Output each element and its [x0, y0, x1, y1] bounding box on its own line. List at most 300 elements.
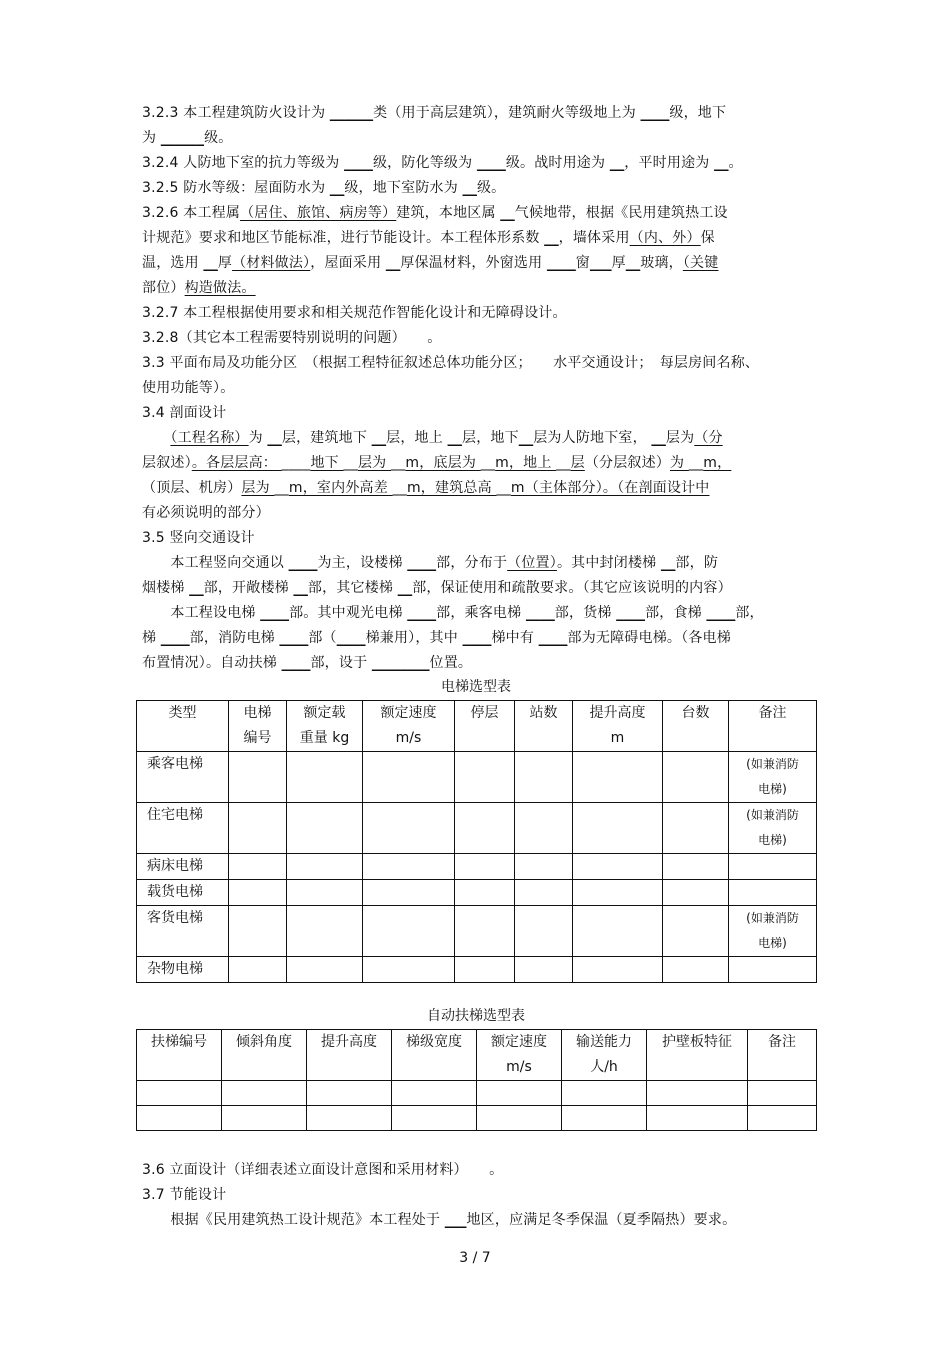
- escalator-header-cell: [477, 1030, 562, 1081]
- fill-in-blank: （工程名称）: [170, 430, 249, 446]
- text-segment: __: [496, 480, 511, 496]
- heading-3-5: [142, 526, 806, 551]
- empty-cell: [663, 880, 729, 906]
- text-segment: 梯: [142, 630, 161, 646]
- empty-cell: [663, 752, 729, 803]
- empty-cell: [229, 803, 287, 854]
- fill-in-blank: __: [189, 580, 204, 596]
- table-row: [137, 803, 817, 854]
- fill-in-blank: ___: [444, 1212, 467, 1228]
- fill-in-blank: ______: [160, 130, 205, 146]
- text-segment: ，墙体采用: [558, 230, 630, 246]
- empty-cell: [229, 957, 287, 983]
- text-segment: __: [480, 455, 496, 471]
- empty-cell: [748, 1081, 817, 1106]
- text-segment: 层，建筑地下: [281, 430, 372, 446]
- empty-cell: [455, 906, 515, 957]
- escalator-table-caption: 自动扶梯选型表: [427, 1008, 525, 1024]
- cell-text: 住宅电梯: [147, 807, 203, 823]
- text-segment: [142, 430, 170, 446]
- empty-cell: [229, 880, 287, 906]
- escalator-header-row: [137, 1030, 817, 1081]
- empty-cell: [455, 854, 515, 880]
- table-row: [137, 906, 817, 957]
- empty-cell: [515, 803, 573, 854]
- cell-text: m: [610, 730, 625, 746]
- text-segment: 部，开敞楼梯: [203, 580, 294, 596]
- text-segment: ，平时用途为: [624, 155, 715, 171]
- para-3-2-6-line1: [142, 201, 806, 226]
- fill-in-blank: __: [371, 430, 387, 446]
- empty-cell: [455, 957, 515, 983]
- para-3-5-line5: [142, 651, 806, 676]
- fill-in-blank: ____: [525, 605, 555, 621]
- para-3-2-5: [142, 176, 806, 201]
- empty-cell: [647, 1081, 748, 1106]
- heading-3-4: [142, 401, 806, 426]
- cell-text: 载货电梯: [147, 884, 203, 900]
- cell-text: (如兼消防: [746, 911, 799, 925]
- empty-cell: [477, 1081, 562, 1106]
- text-segment: 窗: [575, 255, 590, 271]
- empty-cell: [573, 752, 663, 803]
- escalator-table: [136, 1029, 817, 1131]
- text-segment: 位置。: [429, 655, 473, 671]
- text-segment: __: [391, 455, 406, 471]
- fill-in-blank: ____: [281, 655, 311, 671]
- elevator-header-cell: [287, 701, 363, 752]
- para-3-2-6-line2: [142, 226, 806, 251]
- text-segment: 梯兼用），其中: [365, 630, 463, 646]
- fill-in-blank: ________: [371, 655, 430, 671]
- elevator-header-cell: [729, 701, 817, 752]
- para-3-6: [142, 1158, 806, 1183]
- fill-in-blank: ____: [640, 105, 670, 121]
- fill-in-blank: __: [267, 430, 282, 446]
- fill-in-blank: 为: [670, 455, 689, 471]
- table-row: [137, 957, 817, 983]
- fill-in-blank: ____: [546, 255, 576, 271]
- fill-in-blank: 地下: [310, 455, 344, 471]
- text-segment: __: [343, 455, 358, 471]
- fill-in-blank: __: [651, 430, 666, 446]
- text-segment: 部为无障碍电梯。（各电梯: [567, 630, 731, 646]
- text-segment: 部，消防电梯: [189, 630, 280, 646]
- empty-cell: [573, 957, 663, 983]
- table-row: [137, 880, 817, 906]
- escalator-header-cell: [647, 1030, 748, 1081]
- cell-text: 额定速度: [491, 1034, 547, 1050]
- cell-text: 电梯): [758, 782, 787, 796]
- text-segment: 部，保证使用和疏散要求。（其它应该说明的内容）: [412, 580, 732, 596]
- text-segment: 计规范》要求和地区节能标准，进行节能设计。本工程体形系数: [142, 230, 545, 246]
- cell-text: 额定速度: [380, 705, 437, 721]
- para-3-2-7: [142, 301, 806, 326]
- fill-in-blank: ____: [538, 630, 568, 646]
- cell-text: 站数: [529, 705, 558, 721]
- fill-in-blank: （材料做法）: [232, 255, 311, 271]
- fill-in-blank: 层: [570, 455, 585, 471]
- fill-in-blank: __: [385, 255, 401, 271]
- fill-in-blank: （内、外）: [629, 230, 701, 246]
- text-segment: 本工程竖向交通以: [142, 555, 289, 571]
- fill-in-blank: m，底层为: [405, 455, 481, 471]
- cell-text: 输送能力: [576, 1034, 632, 1050]
- text-segment: 厚保温材料，外窗选用: [400, 255, 547, 271]
- empty-cell: [663, 906, 729, 957]
- empty-cell: [287, 957, 363, 983]
- escalator-header-cell: [392, 1030, 477, 1081]
- cell-text: 护壁板特征: [662, 1034, 732, 1050]
- escalator-header-cell: [222, 1030, 307, 1081]
- fill-in-blank: 构造做法。: [184, 280, 256, 296]
- fill-in-blank: ____: [260, 605, 290, 621]
- fill-in-blank: ____: [616, 605, 646, 621]
- fill-in-blank: 层为: [357, 455, 392, 471]
- text-segment: 气候地带，根据《民用建筑热工设: [514, 205, 728, 221]
- elevator-header-cell: [455, 701, 515, 752]
- elevator-header-cell: [573, 701, 663, 752]
- table-row: [137, 854, 817, 880]
- cell-text: 梯级宽度: [406, 1034, 462, 1050]
- cell-text: (如兼消防: [746, 808, 799, 822]
- text-segment: 。其中封闭楼梯: [556, 555, 662, 571]
- text-segment: 部，食梯: [645, 605, 707, 621]
- para-3-4-line3: [142, 476, 806, 501]
- empty-cell: [663, 803, 729, 854]
- empty-cell: [222, 1106, 307, 1131]
- empty-cell: [287, 803, 363, 854]
- text-segment: 层为人防地下室，: [533, 430, 652, 446]
- empty-cell: [392, 1081, 477, 1106]
- text-segment: 级，地下: [669, 105, 727, 121]
- para-3-2-4: [142, 151, 806, 176]
- text-segment: 3.3 平面布局及功能分区 （根据工程特征叙述总体功能分区； 水平交通设计； 每层房间名称、: [142, 355, 760, 371]
- note-cell: [729, 854, 817, 880]
- text-segment: 层叙述）: [142, 455, 192, 471]
- escalator-header-cell: [562, 1030, 647, 1081]
- cell-text: 提升高度: [589, 705, 646, 721]
- text-segment: ____: [281, 455, 311, 471]
- empty-cell: [573, 854, 663, 880]
- para-3-5-line4: [142, 626, 806, 651]
- empty-cell: [647, 1106, 748, 1131]
- empty-cell: [363, 957, 455, 983]
- table-row: [137, 1081, 817, 1106]
- text-segment: 3.2.5 防水等级：屋面防水为: [142, 180, 330, 196]
- fill-in-blank: __: [518, 430, 534, 446]
- text-segment: 为: [248, 430, 268, 446]
- text-segment: 。: [728, 155, 743, 171]
- text-segment: ，屋面采用: [310, 255, 386, 271]
- elevator-type-cell: [137, 752, 229, 803]
- note-cell: [729, 803, 817, 854]
- text-segment: 建筑，本地区属: [396, 205, 501, 221]
- fill-in-blank: m，地上: [495, 455, 557, 471]
- fill-in-blank: 。各层层高：: [191, 455, 282, 471]
- empty-cell: [307, 1081, 392, 1106]
- fill-in-blank: 层为: [241, 480, 275, 496]
- empty-cell: [363, 854, 455, 880]
- cell-text: 编号: [243, 730, 272, 746]
- para-3-2-3-line1: [142, 101, 806, 126]
- text-segment: 使用功能等）。: [142, 380, 235, 396]
- empty-cell: [748, 1106, 817, 1131]
- empty-cell: [515, 854, 573, 880]
- para-3-3-line1: [142, 351, 806, 376]
- text-segment: 部，分布于: [436, 555, 508, 571]
- empty-cell: [562, 1081, 647, 1106]
- para-3-2-6-line4: [142, 276, 806, 301]
- elevator-type-cell: [137, 854, 229, 880]
- para-3-4-line1: [142, 426, 806, 451]
- text-segment: 厚: [611, 255, 626, 271]
- text-segment: 部位）: [142, 280, 185, 296]
- fill-in-blank: __: [329, 180, 345, 196]
- fill-in-blank: （关键: [682, 255, 719, 271]
- empty-cell: [573, 880, 663, 906]
- fill-in-blank: __: [625, 255, 641, 271]
- cell-text: 病床电梯: [147, 858, 203, 874]
- elevator-type-cell: [137, 803, 229, 854]
- text-segment: __: [274, 480, 289, 496]
- empty-cell: [392, 1106, 477, 1131]
- text-segment: 本工程设电梯: [142, 605, 261, 621]
- elevator-header-row: [137, 701, 817, 752]
- empty-cell: [229, 752, 287, 803]
- fill-in-blank: m（主体部分）。（在剖面设计中: [510, 480, 710, 496]
- elevator-header-cell: [515, 701, 573, 752]
- fill-in-blank: ____: [407, 605, 437, 621]
- note-cell: [729, 752, 817, 803]
- cell-text: m/s: [506, 1059, 532, 1075]
- fill-in-blank: __: [661, 555, 676, 571]
- cell-text: 人/h: [590, 1059, 618, 1075]
- cell-text: 提升高度: [321, 1034, 377, 1050]
- para-3-4-line4: [142, 501, 806, 526]
- elevator-table: [136, 700, 817, 983]
- text-segment: 层为: [665, 430, 695, 446]
- cell-text: m/s: [395, 730, 422, 746]
- text-segment: 部，货梯: [554, 605, 617, 621]
- text-segment: 3.7 节能设计: [142, 1187, 227, 1203]
- escalator-header-cell: [137, 1030, 222, 1081]
- text-segment: 梯中有: [491, 630, 539, 646]
- text-segment: 部，乘客电梯: [436, 605, 526, 621]
- empty-cell: [455, 803, 515, 854]
- fill-in-blank: （分: [694, 430, 723, 446]
- empty-cell: [515, 880, 573, 906]
- table-row: [137, 1106, 817, 1131]
- empty-cell: [287, 906, 363, 957]
- text-segment: 玻璃，: [640, 255, 683, 271]
- text-segment: 厚: [217, 255, 233, 271]
- text-segment: 3.2.3 本工程建筑防火设计为: [142, 105, 330, 121]
- empty-cell: [663, 854, 729, 880]
- para-3-5-line1: [142, 551, 806, 576]
- text-segment: 级，地下室防水为: [344, 180, 463, 196]
- note-cell: [729, 880, 817, 906]
- empty-cell: [287, 880, 363, 906]
- note-cell: [729, 906, 817, 957]
- cell-text: 客货电梯: [147, 910, 203, 926]
- text-segment: 部，: [735, 605, 764, 621]
- para-3-4-line2: [142, 451, 806, 476]
- fill-in-blank: __: [609, 155, 625, 171]
- text-segment: 为主，设楼梯: [317, 555, 408, 571]
- text-segment: 3.2.6 本工程属: [142, 205, 241, 221]
- para-3-2-6-line3: [142, 251, 806, 276]
- empty-cell: [287, 752, 363, 803]
- text-segment: 保: [700, 230, 715, 246]
- empty-cell: [363, 880, 455, 906]
- fill-in-blank: ____: [477, 155, 506, 171]
- empty-cell: [663, 957, 729, 983]
- text-segment: 3.2.4 人防地下室的抗力等级为: [142, 155, 345, 171]
- elevator-header-cell: [663, 701, 729, 752]
- fill-in-blank: ____: [407, 555, 437, 571]
- text-segment: 烟楼梯: [142, 580, 190, 596]
- para-3-2-8: [142, 326, 806, 351]
- cell-text: 乘客电梯: [147, 756, 203, 772]
- page-number: 3 / 7: [459, 1250, 491, 1266]
- cell-text: 倾斜角度: [236, 1034, 292, 1050]
- empty-cell: [363, 803, 455, 854]
- text-segment: 部，设于: [310, 655, 372, 671]
- para-3-2-3-line2: [142, 126, 806, 151]
- fill-in-blank: ____: [706, 605, 736, 621]
- cell-text: 台数: [681, 705, 710, 721]
- heading-3-7: [142, 1183, 806, 1208]
- text-segment: 温，选用: [142, 255, 204, 271]
- cell-text: 类型: [168, 705, 197, 721]
- elevator-type-cell: [137, 957, 229, 983]
- elevator-table-caption: 电梯选型表: [441, 679, 511, 695]
- text-segment: 布置情况）。自动扶梯: [142, 655, 282, 671]
- cell-text: 扶梯编号: [151, 1034, 207, 1050]
- text-segment: 3.2.8（其它本工程需要特别说明的问题） 。: [142, 330, 442, 346]
- fill-in-blank: __: [500, 205, 515, 221]
- empty-cell: [515, 957, 573, 983]
- text-segment: 部。其中观光电梯: [289, 605, 408, 621]
- empty-cell: [573, 906, 663, 957]
- para-3-5-line3: [142, 601, 806, 626]
- text-segment: __: [556, 455, 571, 471]
- fill-in-blank: __: [293, 580, 308, 596]
- fill-in-blank: __: [447, 430, 462, 446]
- text-segment: 3.6 立面设计（详细表述立面设计意图和采用材料） 。: [142, 1162, 504, 1178]
- empty-cell: [455, 752, 515, 803]
- fill-in-blank: __: [714, 155, 729, 171]
- fill-in-blank: ___: [590, 255, 612, 271]
- empty-cell: [455, 880, 515, 906]
- fill-in-blank: __: [462, 180, 477, 196]
- text-segment: （顶层、机房）: [142, 480, 242, 496]
- fill-in-blank: ____: [160, 630, 190, 646]
- text-segment: 类（用于高层建筑），建筑耐火等级地上为: [373, 105, 641, 121]
- fill-in-blank: ____: [344, 155, 373, 171]
- fill-in-blank: （居住、旅馆、病房等）: [240, 205, 397, 221]
- cell-text: 备注: [758, 705, 787, 721]
- text-segment: 为: [142, 130, 161, 146]
- cell-text: (如兼消防: [746, 757, 799, 771]
- empty-cell: [307, 1106, 392, 1131]
- fill-in-blank: ____: [336, 630, 366, 646]
- fill-in-blank: ____: [288, 555, 318, 571]
- cell-text: 电梯): [758, 936, 787, 950]
- text-segment: 地区，应满足冬季保温（夏季隔热）要求。: [466, 1212, 737, 1228]
- empty-cell: [137, 1081, 222, 1106]
- cell-text: 电梯): [758, 833, 787, 847]
- fill-in-blank: __: [203, 255, 218, 271]
- escalator-header-cell: [307, 1030, 392, 1081]
- elevator-type-cell: [137, 880, 229, 906]
- table-row: [137, 752, 817, 803]
- empty-cell: [515, 906, 573, 957]
- text-segment: 根据《民用建筑热工设计规范》本工程处于: [142, 1212, 445, 1228]
- text-segment: 部，防: [675, 555, 719, 571]
- empty-cell: [562, 1106, 647, 1131]
- cell-text: 额定载: [303, 705, 346, 721]
- elevator-header-cell: [229, 701, 287, 752]
- fill-in-blank: __: [397, 580, 413, 596]
- note-cell: [729, 957, 817, 983]
- cell-text: 电梯: [243, 705, 272, 721]
- para-3-7-line1: [142, 1208, 806, 1233]
- text-segment: 级。: [476, 180, 506, 196]
- fill-in-blank: （位置）: [507, 555, 557, 571]
- text-segment: 3.5 竖向交通设计: [142, 530, 255, 546]
- fill-in-blank: __: [544, 230, 559, 246]
- text-segment: 部（: [308, 630, 337, 646]
- elevator-header-cell: [363, 701, 455, 752]
- fill-in-blank: m，室内外高差: [288, 480, 393, 496]
- text-segment: 层，地上: [386, 430, 448, 446]
- empty-cell: [229, 854, 287, 880]
- fill-in-blank: m，建筑总高: [406, 480, 497, 496]
- empty-cell: [137, 1106, 222, 1131]
- para-3-3-line2: [142, 376, 806, 401]
- empty-cell: [363, 906, 455, 957]
- empty-cell: [515, 752, 573, 803]
- fill-in-blank: ____: [462, 630, 492, 646]
- empty-cell: [573, 803, 663, 854]
- empty-cell: [363, 752, 455, 803]
- cell-text: 重量 kg: [299, 730, 350, 746]
- text-segment: 3.4 剖面设计: [142, 405, 227, 421]
- empty-cell: [229, 906, 287, 957]
- escalator-header-cell: [748, 1030, 817, 1081]
- text-segment: __: [392, 480, 407, 496]
- elevator-header-cell: [137, 701, 229, 752]
- empty-cell: [477, 1106, 562, 1131]
- text-segment: 3.2.7 本工程根据使用要求和相关规范作智能化设计和无障碍设计。: [142, 305, 567, 321]
- fill-in-blank: ______: [329, 105, 374, 121]
- fill-in-blank: m，: [703, 455, 732, 471]
- empty-cell: [287, 854, 363, 880]
- text-segment: 有必须说明的部分）: [142, 505, 270, 521]
- empty-cell: [222, 1081, 307, 1106]
- fill-in-blank: ____: [279, 630, 309, 646]
- para-3-5-line2: [142, 576, 806, 601]
- cell-text: 停层: [470, 705, 499, 721]
- text-segment: 层，地下: [462, 430, 519, 446]
- text-segment: 级。战时用途为: [505, 155, 610, 171]
- cell-text: 备注: [768, 1034, 796, 1050]
- text-segment: 部，其它楼梯: [307, 580, 398, 596]
- elevator-type-cell: [137, 906, 229, 957]
- text-segment: 级。: [204, 130, 233, 146]
